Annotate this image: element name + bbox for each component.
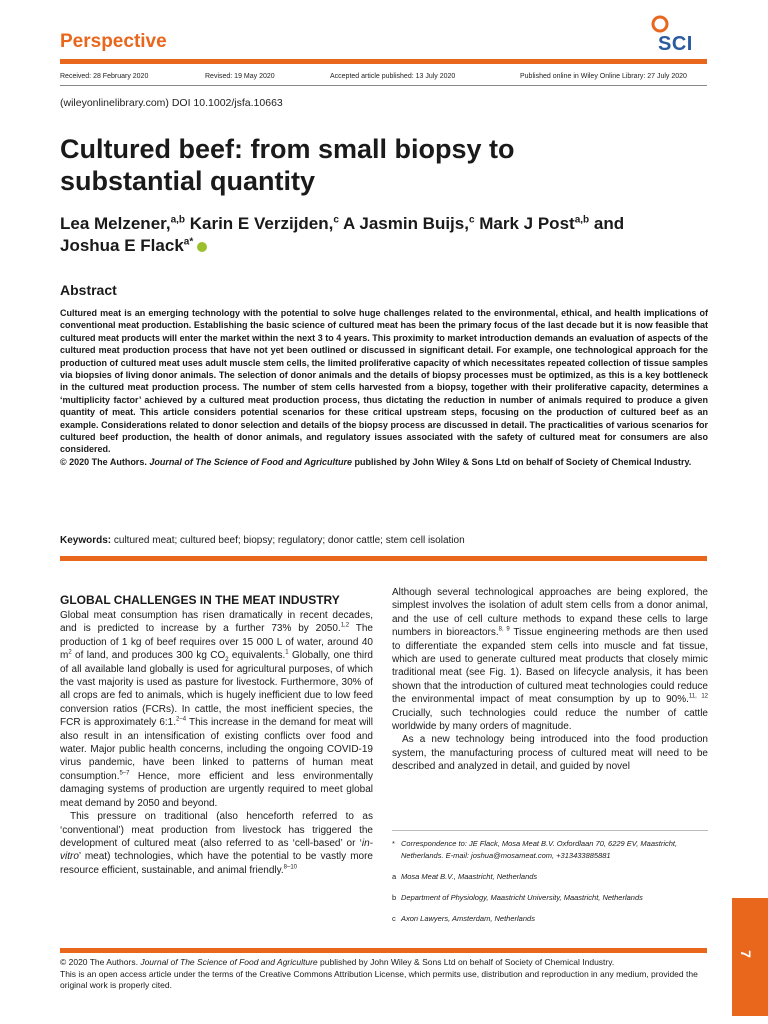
- text-run: ’ meat) technologies, which have the potential to be vastly more resource efficient, sustainable, and animal friendly.: [60, 851, 373, 876]
- text-run: equivalents.: [228, 650, 286, 662]
- footnote-marker: a: [392, 872, 397, 881]
- page-number: 7: [737, 950, 754, 958]
- abstract-copyright: [60, 456, 708, 468]
- left-column: [60, 592, 373, 877]
- footnote-correspondence: [392, 838, 708, 862]
- text-run: This pressure on traditional (also henceforth referred to as ‘conventional’) meat production from livestock has triggered the development of cultured meat (also referred to as ‘cell-based’ or ‘: [60, 811, 373, 849]
- copyright-text: © 2020 The Authors.: [60, 957, 141, 967]
- text-run: Tissue engineering methods are then used to differentiate the expanded stem cells into muscle and fat tissue, which are used to generate cultured meat products that closely mimic traditional meat (see Fig. 1). Based on lifecycle analysis, it has been shown that the introduction of cultured meat technologies could reduce the environmental impact of meat consumption by up to 90%.: [392, 627, 709, 706]
- page-footer: [60, 957, 720, 992]
- journal-name: Journal of The Science of Food and Agriculture: [149, 456, 353, 467]
- citation[interactable]: 2–4: [176, 716, 187, 723]
- citation[interactable]: 1,2: [340, 623, 350, 630]
- footer-copyright: [60, 957, 720, 969]
- affiliation-marker: c: [468, 214, 475, 226]
- footnote-marker: b: [392, 893, 397, 902]
- superscript: 2: [68, 649, 72, 656]
- author-name: Joshua E Flack: [60, 236, 184, 255]
- footnote-text: Mosa Meat B.V., Maastricht, Netherlands: [401, 872, 538, 881]
- footnote-affiliation-b: [392, 892, 708, 904]
- citation[interactable]: 5–7: [119, 770, 130, 777]
- text-run: Globally, one third of all available land globally is used for agricultural purposes, of which the vast majority is used as pasture for livestock. Furthermore, 30% of all crops are fed to animals, which is hugely inefficient due to low feed conversion ratios (FCRs). In cattle, the most inefficient species, the FCR is approximately 6:1.: [60, 650, 373, 729]
- paragraph: [60, 810, 373, 877]
- journal-logo: [644, 14, 714, 54]
- right-column: [392, 586, 708, 774]
- subscript: 2: [225, 657, 229, 664]
- author-name: Lea Melzener,: [60, 214, 171, 233]
- affiliation-marker: a*: [183, 236, 194, 248]
- author-name: A Jasmin Buijs,: [338, 214, 469, 233]
- accepted-date: Accepted article published: 13 July 2020: [330, 73, 456, 80]
- title-line-2: substantial quantity: [60, 166, 316, 196]
- copyright-text: published by John Wiley & Sons Ltd on behalf of Society of Chemical Industry.: [352, 456, 692, 467]
- footnote-rule: [392, 830, 708, 831]
- published-date: Published online in Wiley Online Library: 27 July 2020: [520, 73, 687, 80]
- author-list: [60, 213, 720, 257]
- section-label: Perspective: [60, 31, 167, 52]
- keywords-line: [60, 535, 465, 546]
- paragraph: As a new technology being introduced into the food production system, the manufacturing process of cultured meat will need to be described and analyzed in detail, and guided by novel: [392, 734, 708, 773]
- citation[interactable]: 8–10: [283, 864, 298, 871]
- abstract-heading: Abstract: [60, 282, 117, 298]
- page-number-tab: [732, 898, 768, 1016]
- text-run: Hence, more efficient and less environmentally damaging systems of production are urgently required to meet global meat demand by 2050 and beyond.: [60, 770, 373, 809]
- section-heading: GLOBAL CHALLENGES IN THE MEAT INDUSTRY: [60, 593, 340, 607]
- citation[interactable]: 8, 9: [498, 626, 510, 633]
- article-title: [60, 133, 700, 197]
- revised-date: Revised: 19 May 2020: [205, 73, 275, 80]
- footnote-affiliation-c: [392, 913, 708, 925]
- footnote-text: Department of Physiology, Maastricht University, Maastricht, Netherlands: [401, 893, 643, 902]
- footnote-affiliation-a: [392, 871, 708, 883]
- logo-mark-icon: [650, 14, 670, 34]
- footnote-marker: *: [392, 839, 395, 848]
- text-run: of land, and produces 300 kg CO: [71, 650, 226, 662]
- footnote-marker: c: [392, 914, 396, 923]
- paragraph: [60, 609, 373, 810]
- affiliation-marker: c: [333, 214, 339, 226]
- abstract-rule: [60, 556, 707, 561]
- logo-text: SCI: [658, 33, 693, 55]
- author-name: Mark J Post: [474, 214, 575, 233]
- paragraph: [392, 586, 708, 733]
- text-run: Crucially, such technologies could reduce the number of cattle worldwide by many orders of magnitude.: [392, 707, 708, 733]
- author-name: Karin E Verzijden,: [185, 214, 334, 233]
- footer-license: This is an open access article under the terms of the Creative Commons Attribution License, which permits use, distribution and reproduction in any medium, provided the original work is properly cited.: [60, 968, 698, 990]
- text-run: The production of 1 kg of beef requires over 15 000 L of water, around 40 m: [60, 623, 373, 662]
- title-line-1: Cultured beef: from small biopsy to: [60, 134, 515, 164]
- citation[interactable]: 1: [285, 649, 289, 656]
- and-conjunction: and: [589, 214, 625, 233]
- keywords-label: Keywords:: [60, 535, 112, 546]
- header-rule: [60, 59, 707, 64]
- text-run: Global meat consumption has risen dramatically in recent decades, and is predicted to increase by a further 73% by 2050.: [60, 610, 373, 635]
- abstract-text: Cultured meat is an emerging technology with the potential to solve huge challenges related to the environmental, ethical, and health implications of conventional meat production. Establishing the basic science of cultured meat has been the primary focus of the last decade but it is now feasible that cultured meat products will enter the market within the next 3 to 4 years. This proximity to market introduction demands an evaluation of aspects of the cultured meat production process that have not yet been outlined or discussed in significant detail. For example, one technological approach for the production of cultured meat uses adult muscle stem cells, the limited proliferative capacity of which necessitates repeated collection of tissue samples via biopsies of living donor animals. The selection of donor animals and the details of biopsy processes must be optimized, as this is a key bottleneck in the cultured meat production process. The number of stem cells harvested from a biopsy, together with their proliferative capacity, determines a ‘multiplicity factor’ achieved by a cultured meat production process, thus dictating the reduction in number of animals required to produce a given quantity of meat. This article considers potential scenarios for these critical upstream steps, focusing on the production of cultured beef as an example. Considerations related to donor selection and details of the biopsy process are discussed in detail. The practicalities of various scenarios for cultured beef production, the health of donor animals, and regulatory issues associated with the safety of cultured meat for consumers are also considered.: [60, 308, 708, 455]
- journal-name: Journal of The Science of Food and Agriculture: [140, 957, 318, 967]
- copyright-text: published by John Wiley & Sons Ltd on behalf of Society of Chemical Industry.: [317, 957, 615, 967]
- dates-rule: [60, 85, 707, 86]
- footnotes: [392, 838, 708, 934]
- footnote-text: Correspondence to: JE Flack, Mosa Meat B.V. Oxfordlaan 70, 6229 EV, Maastricht, Netherlands. E-mail: joshua@mosameat.com, +313433885881: [401, 839, 678, 860]
- footer-rule: [60, 948, 707, 953]
- italic-term: in-vitro: [60, 837, 373, 863]
- affiliation-marker: a,b: [170, 214, 186, 226]
- orcid-icon[interactable]: [197, 242, 207, 252]
- citation[interactable]: 11, 12: [688, 693, 708, 700]
- text-run: Although several technological approaches are being explored, the simplest involves the isolation of adult stem cells from a donor animal, and the use of cell culture methods to expand these cells to large numbers in bioreactors.: [392, 587, 708, 639]
- keywords-text: cultured meat; cultured beef; biopsy; regulatory; donor cattle; stem cell isolation: [111, 535, 465, 546]
- affiliation-marker: a,b: [574, 214, 590, 226]
- abstract-body: [60, 307, 708, 468]
- text-run: This increase in the demand for meat will also result in an intensification of existing conflicts over food and water. Major public health concerns, including the ongoing COVID-19 virus pandemic, have been linked to patterns of human meat consumption.: [60, 717, 373, 782]
- footnote-text: Axon Lawyers, Amsterdam, Netherlands: [401, 914, 535, 923]
- copyright-text: © 2020 The Authors.: [60, 456, 150, 467]
- doi-line[interactable]: (wileyonlinelibrary.com) DOI 10.1002/jsfa.10663: [60, 97, 283, 109]
- received-date: Received: 28 February 2020: [60, 73, 149, 80]
